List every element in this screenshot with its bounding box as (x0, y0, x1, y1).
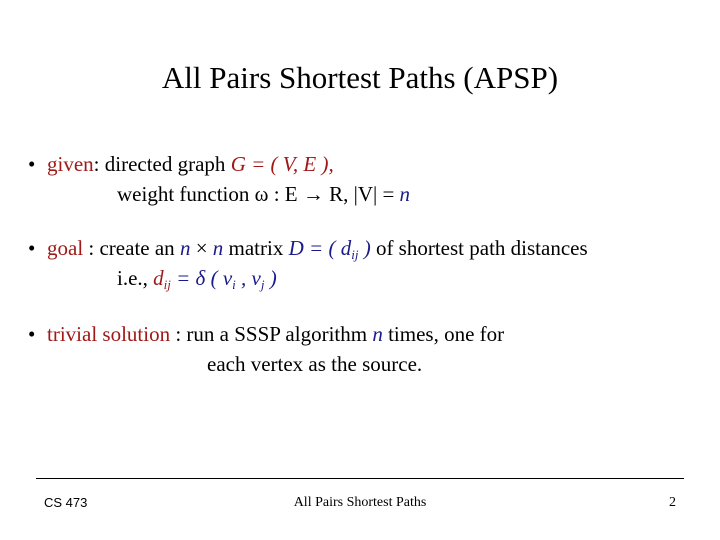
graph-definition: G = ( V, E ), (230, 152, 334, 176)
given-line2 (117, 180, 410, 208)
times-symbol: × (190, 236, 213, 260)
ie-text: i.e., (117, 266, 154, 290)
trivial-rest: times, one for (382, 322, 505, 346)
bullet-given (28, 150, 334, 178)
bullet-trivial (28, 320, 504, 348)
goal-rest: of shortest path distances (370, 236, 588, 260)
bullet-dot-icon: • (28, 152, 36, 176)
trivial-n: n (372, 322, 383, 346)
trivial-separator: : run a SSSP algorithm (170, 322, 373, 346)
matrix-D: D = ( $d_{ij}$ ) (288, 236, 371, 262)
goal-separator: : create an (83, 236, 180, 260)
slide-title: All Pairs Shortest Paths (APSP) (161, 60, 559, 95)
footer-topic: All Pairs Shortest Paths (293, 495, 427, 510)
trivial-line2: each vertex as the source. (207, 352, 423, 376)
d-subscript: ij (351, 247, 359, 262)
footer-course: CS 473 (44, 495, 88, 510)
bullet-dot-icon: • (28, 322, 36, 346)
delta-expression: = δ ( $v_i$ , $v_j$ ) (170, 266, 277, 292)
bullet-label-trivial: trivial solution (47, 322, 171, 346)
bullet-dot-icon: • (28, 236, 36, 260)
footer-page-number: 2 (669, 495, 676, 510)
bullet-goal (28, 234, 588, 262)
matrix-n2: n (212, 236, 224, 260)
footer-divider (36, 478, 684, 479)
vertex-count-n: n (399, 182, 411, 206)
bullet-label-goal: goal (47, 236, 84, 260)
matrix-word: matrix (223, 236, 289, 260)
goal-line2 (117, 264, 277, 292)
weight-function-text: weight function ω : E → R, |V| = (117, 182, 400, 206)
dij-term: $d_{ij}$ (153, 266, 171, 292)
bullet-label-given: given (47, 152, 94, 176)
matrix-n1: n (179, 236, 191, 260)
given-separator: : directed graph (93, 152, 231, 176)
